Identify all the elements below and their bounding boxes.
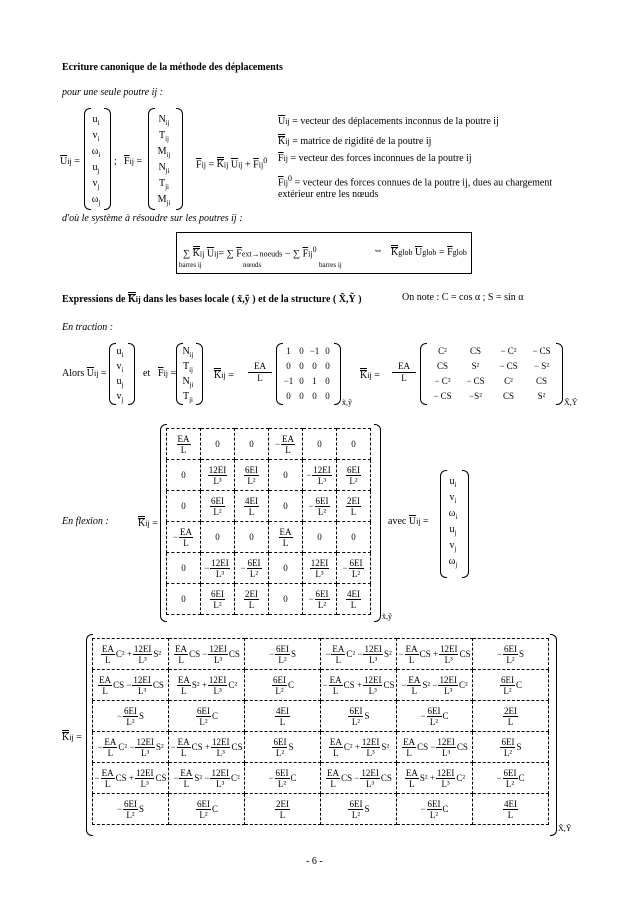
flexion-local-basis: x̃,ỹ	[382, 612, 392, 621]
equilibrium-equation: $\overline{F}ij$ = Kij $\overline{U}ij + \overline{F}ij^0$	[196, 156, 268, 171]
flexion-local-grid-cell: 6EI L²	[337, 460, 371, 491]
f-vector-entry: $T_{ji}$	[159, 178, 169, 191]
system-equation-box	[176, 232, 472, 274]
global-grid-cell: 6EI L² S	[321, 794, 397, 825]
flexion-local-grid-cell: 0	[303, 522, 337, 553]
flexion-local-grid-cell: 0	[269, 584, 303, 615]
global-grid-cell: − EA L CS + 12EI L³ CS	[397, 639, 473, 670]
traction-k-local-label: Kij =	[214, 370, 234, 381]
global-grid-cell: 6EI L² S	[321, 701, 397, 732]
equiv-symbol: ⇔	[373, 245, 383, 256]
f-vector-entry: $N_{ij}$	[158, 114, 170, 127]
traction-local-cell: −1	[309, 346, 320, 356]
legend-k: Kij = matrice de rigidité de la poutre ij	[278, 136, 432, 147]
global-grid-cell: − 6EI L² S	[93, 701, 169, 732]
system-lhs: ∑ Kij $\overline{U}ij=$ ∑ $\overline{F}ext\to noeuds$ − ∑ $\overline{F}ij^0$	[183, 245, 317, 260]
flexion-u-entry: $v_i$	[449, 492, 457, 505]
flexion-local-grid-cell: 6EI L²	[201, 584, 235, 615]
traction-local-cell: 0	[325, 391, 330, 401]
traction-global-cell: − CS	[532, 346, 551, 356]
traction-u-entry: $u_i$	[116, 346, 124, 359]
traction-global-cell: C²	[504, 376, 513, 386]
global-grid-cell: 6EI L² S	[245, 732, 321, 763]
sum2-under: nœuds	[243, 261, 262, 269]
traction-local-cell: 0	[299, 376, 304, 386]
global-basis: X̃,Ỹ	[558, 824, 572, 833]
traction-global-cell: − C²	[500, 346, 517, 356]
traction-local-cell: 1	[286, 346, 291, 356]
global-grid-cell: − 6EI L² S	[245, 639, 321, 670]
flexion-local-grid-cell: − EA L	[269, 429, 303, 460]
flexion-local-grid-cell: − EA L	[167, 522, 201, 553]
traction-local-cell: 0	[299, 361, 304, 371]
global-grid-cell: 2EI L	[473, 701, 549, 732]
f-vector-label: $\overline{F}ij$ =	[124, 156, 143, 167]
u-vector-entry: $\omega_j$	[91, 194, 101, 207]
traction-local-cell: 0	[312, 391, 317, 401]
traction-f-right-paren	[196, 343, 203, 405]
flexion-local-grid-cell: − 6EI L²	[235, 553, 269, 584]
traction-f-entry: $T_{ij}$	[183, 361, 193, 374]
global-grid-cell: EA L S² + 12EI L³ C²	[169, 670, 245, 701]
flexion-local-grid-cell: 0	[269, 553, 303, 584]
u-vector-entry: $v_i$	[92, 130, 100, 143]
flexion-local-grid-cell: 6EI L²	[201, 491, 235, 522]
global-grid-cell: 6EI L² C	[473, 670, 549, 701]
global-grid-cell: 4EI L	[473, 794, 549, 825]
traction-u-entry: $v_j$	[116, 391, 124, 404]
traction-u-entry: $u_j$	[116, 376, 124, 389]
global-grid	[92, 638, 549, 825]
note-cos-sin: On note : C = cos α ; S = sin α	[402, 292, 524, 303]
traction-global-cell: CS	[502, 391, 514, 401]
flexion-local-grid-cell: − 6EI L²	[303, 491, 337, 522]
flexion-local-grid-cell: 0	[269, 491, 303, 522]
traction-f-entry: $N_{ij}$	[182, 346, 194, 359]
traction-k-global-label: Kij =	[360, 370, 380, 381]
flexion-local-grid-cell: − 6EI L²	[337, 553, 371, 584]
sum1-under: barres ij	[179, 261, 202, 269]
flexion-local-grid	[166, 428, 371, 615]
traction-global-cell: − CS	[466, 376, 485, 386]
traction-local-cell: 0	[299, 346, 304, 356]
traction-f-entry: $T_{ji}$	[183, 391, 193, 404]
traction-global-cell: C²	[438, 346, 447, 356]
traction-local-basis: x̃,ỹ	[342, 398, 352, 407]
traction-local-cell: 0	[325, 376, 330, 386]
traction-global-cell: − S²	[533, 361, 550, 371]
flexion-local-grid-cell: − 6EI L²	[303, 584, 337, 615]
traction-global-cell: − CS	[433, 391, 452, 401]
traction-factor-global: $\frac{EA}{L}$	[392, 362, 416, 383]
flexion-local-grid-cell: 0	[201, 522, 235, 553]
flexion-local-grid-cell: 0	[167, 553, 201, 584]
flexion-local-grid-cell: 0	[337, 522, 371, 553]
flexion-u-entry: $\omega_j$	[448, 556, 458, 569]
u-vector-label: $\overline{U}ij$ =	[60, 156, 80, 167]
traction-f-label: $\overline{F}ij$ =	[158, 368, 177, 379]
flexion-u-entry: $v_j$	[449, 540, 457, 553]
flexion-u-right-paren	[462, 470, 469, 578]
global-grid-cell: EA L C² + 12EI L³ S²	[321, 732, 397, 763]
traction-u-right-paren	[128, 343, 135, 405]
flexion-local-grid-cell: 0	[303, 429, 337, 460]
flexion-avec: avec $\overline{U}ij$ =	[388, 516, 429, 527]
global-right-paren	[550, 634, 557, 836]
global-grid-cell: EA L CS − 12EI L³ CS	[397, 732, 473, 763]
traction-global-cell: S²	[537, 391, 546, 401]
flexion-local-grid-cell: 2EI L	[235, 584, 269, 615]
global-grid-cell: EA L CS − 12EI L³ CS	[321, 763, 397, 794]
page-number: - 6 -	[306, 856, 323, 867]
traction-local-cell: 1	[312, 376, 317, 386]
global-grid-cell: − EA L CS + 12EI L³ CS	[93, 763, 169, 794]
flexion-local-grid-cell: 0	[269, 460, 303, 491]
global-grid-cell: EA L C² + 12EI L³ S²	[93, 639, 169, 670]
traction-global-basis: X̃,Ỹ	[564, 398, 578, 407]
semicolon: ;	[114, 156, 117, 167]
flexion-local-grid-cell: − 12EI L³	[303, 460, 337, 491]
flexion-local-grid-cell: 0	[167, 584, 201, 615]
u-vector-entry: $\omega_i$	[91, 146, 101, 159]
flexion-u-entry: $u_j$	[449, 524, 457, 537]
global-grid-cell: 2EI L	[245, 794, 321, 825]
global-grid-cell: − 6EI L² C	[397, 794, 473, 825]
flexion-local-grid-cell: 0	[201, 429, 235, 460]
u-vector-entry: $u_i$	[92, 114, 100, 127]
global-grid-cell: 6EI L² C	[169, 701, 245, 732]
global-grid-cell: 6EI L² S	[473, 732, 549, 763]
flexion-local-grid-cell: 2EI L	[337, 491, 371, 522]
traction-local-cell: 0	[325, 346, 330, 356]
f-vector-entry: $M_{ji}$	[157, 194, 171, 207]
traction-global-cell: CS	[436, 361, 448, 371]
global-grid-cell: 6EI L² C	[169, 794, 245, 825]
traction-local-right-paren	[334, 343, 341, 405]
traction-global-cell: −S²	[469, 391, 482, 401]
global-k-label: Kij =	[62, 732, 82, 743]
f-vector-entry: $M_{ij}$	[157, 146, 171, 159]
global-grid-cell: 6EI L² C	[245, 670, 321, 701]
traction-factor-local: $\frac{EA}{L}$	[248, 362, 272, 383]
legend-f: $\overline{F}ij$ = vecteur des forces inconnues de la poutre ij	[278, 153, 472, 164]
f-vector-entry: $T_{ij}$	[159, 130, 169, 143]
flexion-local-grid-cell: EA L	[269, 522, 303, 553]
flexion-u-entry: $\omega_i$	[448, 508, 458, 521]
global-grid-cell: EA L CS − 12EI L³ CS	[93, 670, 169, 701]
flexion-u-entry: $u_i$	[449, 476, 457, 489]
subheading-flexion: En flexion :	[62, 516, 109, 527]
global-grid-cell: − EA L CS + 12EI L³ CS	[321, 670, 397, 701]
flexion-local-grid-cell: 0	[235, 429, 269, 460]
flexion-local-grid-cell: 6EI L²	[235, 460, 269, 491]
system-rhs: Kglob $\overline{U}glob$ = $\overline{F}glob$	[391, 247, 467, 258]
traction-global-cell: S²	[471, 361, 480, 371]
traction-global-cell: − CS	[499, 361, 518, 371]
f-vector-entry: $N_{ji}$	[158, 162, 170, 175]
flexion-local-grid-cell: 12EI L³	[303, 553, 337, 584]
global-grid-cell: − EA L CS + 12EI L³ CS	[169, 732, 245, 763]
global-grid-cell: 4EI L	[245, 701, 321, 732]
subheading-system: d'où le système à résoudre sur les poutres ij :	[62, 213, 243, 224]
legend-u: $\overline{U}ij$ = vecteur des déplacements inconnus de la poutre ij	[278, 116, 499, 127]
traction-local-cell: −1	[283, 376, 294, 386]
global-grid-cell: − EA L S² − 12EI L³ C²	[397, 670, 473, 701]
traction-u-entry: $v_i$	[116, 361, 124, 374]
expressions-heading: Expressions de Kij dans les bases locale ( x̃,ỹ ) et de la structure ( X̃,Ỹ )	[62, 294, 362, 305]
traction-local-cell: 0	[286, 361, 291, 371]
global-grid-cell: − 6EI L² S	[473, 639, 549, 670]
traction-global-cell: CS	[469, 346, 481, 356]
global-grid-cell: − EA L S² − 12EI L³ C²	[169, 763, 245, 794]
flexion-local-grid-cell: 12EI L³	[201, 460, 235, 491]
flexion-local-grid-cell: 0	[337, 429, 371, 460]
traction-u-label: Alors $\overline{U}ij$ =	[62, 368, 107, 379]
flexion-local-grid-cell: 0	[167, 460, 201, 491]
flexion-k-label: Kij =	[138, 518, 158, 529]
traction-f-entry: $N_{ji}$	[182, 376, 194, 389]
section-heading: Ecriture canonique de la méthode des déplacements	[62, 62, 283, 73]
traction-global-cell: CS	[535, 376, 547, 386]
legend-f0: $\overline{F}ij^0$ = vecteur des forces connues de la poutre ij, dues au chargement extérieur entre les nœuds	[278, 174, 553, 200]
global-grid-cell: − 6EI L² C	[245, 763, 321, 794]
flexion-local-grid-cell: EA L	[167, 429, 201, 460]
global-grid-cell: − 6EI L² C	[473, 763, 549, 794]
flexion-local-grid-cell: 0	[167, 491, 201, 522]
traction-local-cell: 0	[325, 361, 330, 371]
u-vector-right-paren	[104, 108, 111, 210]
f-vector-right-paren	[176, 108, 183, 210]
subheading-traction: En traction :	[62, 322, 114, 333]
traction-local-cell: 0	[299, 391, 304, 401]
flexion-local-grid-cell: − 12EI L³	[201, 553, 235, 584]
global-grid-cell: − EA L C² − 12EI L³ S²	[321, 639, 397, 670]
subheading-one-beam: pour une seule poutre ij :	[62, 87, 164, 98]
u-vector-entry: $v_j$	[92, 178, 100, 191]
global-grid-cell: − 6EI L² S	[93, 794, 169, 825]
sum3-under: barres ij	[319, 261, 342, 269]
traction-and: et	[143, 368, 151, 379]
flexion-local-grid-cell: 4EI L	[337, 584, 371, 615]
flexion-right-paren	[374, 424, 381, 622]
traction-local-cell: 0	[312, 361, 317, 371]
global-grid-cell: − EA L C² − 12EI L³ S²	[93, 732, 169, 763]
u-vector-entry: $u_j$	[92, 162, 100, 175]
traction-local-cell: 0	[286, 391, 291, 401]
flexion-local-grid-cell: 0	[235, 522, 269, 553]
global-grid-cell: − 6EI L² C	[397, 701, 473, 732]
traction-global-cell: − C²	[434, 376, 451, 386]
global-grid-cell: EA L CS − 12EI L³ CS	[169, 639, 245, 670]
global-grid-cell: EA L S² + 12EI L³ C²	[397, 763, 473, 794]
flexion-local-grid-cell: 4EI L	[235, 491, 269, 522]
